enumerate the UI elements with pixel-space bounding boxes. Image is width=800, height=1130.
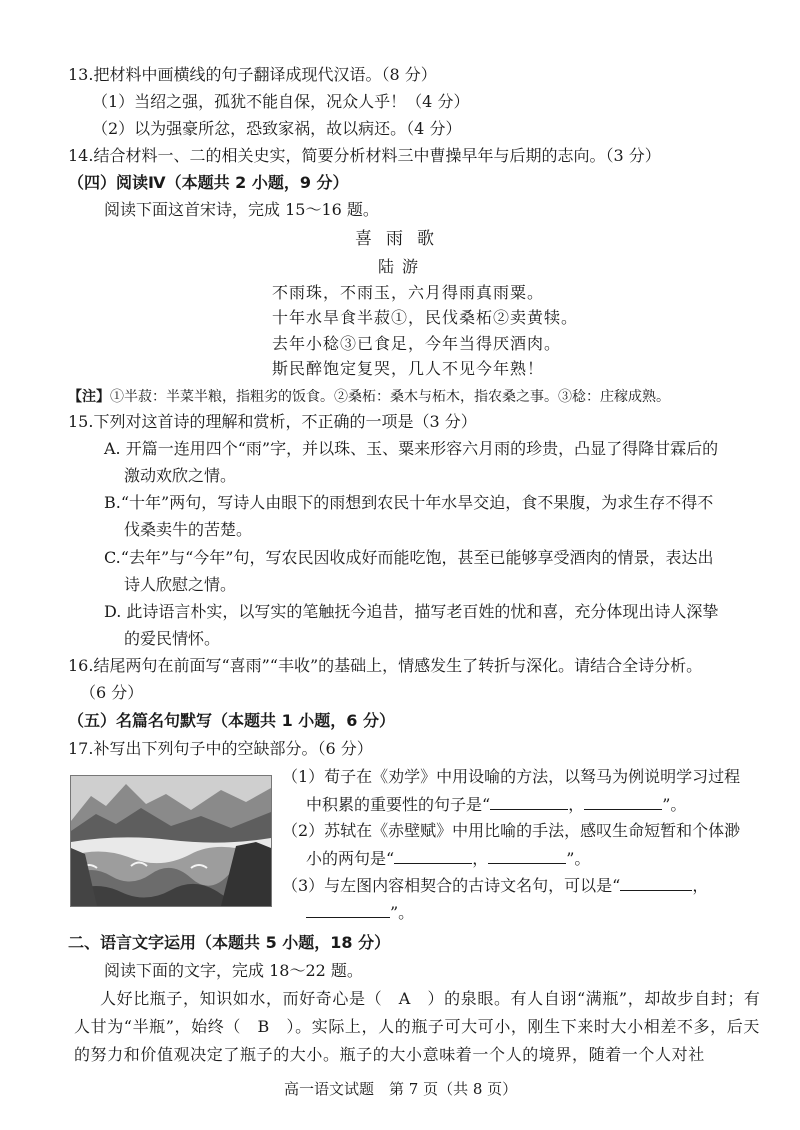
q15-option-b-line1: B.“十年”两句，写诗人由眼下的雨想到农民十年水旱交迫，食不果腹，为求生存不得不 — [104, 493, 714, 512]
q17-part2-end: ”。 — [566, 849, 591, 868]
q17-part1-prefix: 中积累的重要性的句子是“ — [306, 795, 491, 814]
q13-sentence-2: （2）以为强豪所忿，恐致家祸，故以病还。（4 分） — [92, 119, 462, 138]
q17-blank-4[interactable] — [488, 847, 566, 864]
q17-blank-3[interactable] — [394, 847, 472, 864]
q15-option-c-line2: 诗人欣慰之情。 — [124, 575, 237, 594]
q17-part3-line1 — [282, 874, 708, 897]
q17-stem: 17.补写出下列句子中的空缺部分。（6 分） — [68, 739, 373, 758]
note-tag: 【注】 — [68, 389, 110, 405]
passage-line-3: 的努力和价值观决定了瓶子的大小。瓶子的大小意味着一个人的境界，随着一个人对社 — [74, 1045, 705, 1064]
section4-heading: （四）阅读Ⅳ（本题共 2 小题，9 分） — [68, 173, 349, 192]
section5-heading: （五）名篇名句默写（本题共 1 小题，6 分） — [68, 711, 395, 730]
poem-note — [68, 386, 670, 408]
q17-part1-line1: （1）荀子在《劝学》中用设喻的方法，以驽马为例说明学习过程 — [282, 767, 741, 786]
q17-blank-6[interactable] — [306, 901, 390, 918]
passage-line-1: 人好比瓶子，知识如水，而好奇心是（ A ）的泉眼。有人自诩“满瓶”，却故步自封；有 — [100, 989, 761, 1008]
q17-blank-5[interactable] — [620, 874, 692, 891]
q17-part1-sep: ， — [568, 795, 585, 814]
q15-option-d-line2: 的爱民情怀。 — [124, 629, 221, 648]
q16-stem-line1: 16.结尾两句在前面写“喜雨”“丰收”的基础上，情感发生了转折与深化。请结合全诗分析。 — [68, 656, 703, 675]
q17-part1-end: ”。 — [662, 795, 687, 814]
q15-option-c-line1: C.“去年”与“今年”句，写农民因收成好而能吃饱，甚至已能够享受酒肉的情景，表达出 — [104, 548, 714, 567]
q16-stem-line2: （6 分） — [80, 683, 144, 702]
q17-part2-line1: （2）苏轼在《赤壁赋》中用比喻的手法，感叹生命短暂和个体渺 — [282, 821, 741, 840]
poem-author: 陆游 — [378, 257, 427, 276]
q17-part2-line2 — [306, 847, 590, 870]
q17-blank-1[interactable] — [490, 793, 568, 810]
q15-option-a-line1: A. 开篇一连用四个“雨”字，并以珠、玉、粟来形容六月雨的珍贵，凸显了得降甘霖后的 — [104, 439, 719, 458]
q17-part3-end: ”。 — [390, 903, 415, 922]
poem-line-1: 不雨珠，不雨玉，六月得雨真雨粟。 — [272, 283, 545, 302]
q15-option-a-line2: 激动欢欣之情。 — [124, 466, 237, 485]
page-footer: 高一语文试题 第 7 页（共 8 页） — [284, 1080, 518, 1098]
poem-title: 喜雨歌 — [355, 229, 448, 249]
q15-option-d-line1: D. 此诗语言朴实，以写实的笔触抚今追昔，描写老百姓的忧和喜，充分体现出诗人深挚 — [104, 602, 719, 621]
q15-stem: 15.下列对这首诗的理解和赏析，不正确的一项是（3 分） — [68, 412, 477, 431]
q17-part2-sep: ， — [472, 849, 489, 868]
note-text: ①半菽：半菜半粮，指粗劣的饭食。②桑柘：桑木与柘木，指农桑之事。③稔：庄稼成熟。 — [110, 389, 670, 405]
poem-line-2: 十年水旱食半菽①，民伐桑柘②卖黄犊。 — [272, 308, 579, 327]
section4-intro: 阅读下面这首宋诗，完成 15～16 题。 — [104, 200, 379, 219]
landscape-illustration — [70, 775, 272, 907]
q17-blank-2[interactable] — [584, 793, 662, 810]
q14-stem: 14.结合材料一、二的相关史实，简要分析材料三中曹操早年与后期的志向。（3 分） — [68, 146, 661, 165]
q13-sentence-1: （1）当绍之强，孤犹不能自保，况众人乎！（4 分） — [92, 92, 470, 111]
poem-line-3: 去年小稔③已食足，今年当得厌酒肉。 — [272, 334, 562, 353]
q17-part3-sep: ， — [692, 876, 709, 895]
q13-stem: 13.把材料中画横线的句子翻译成现代汉语。（8 分） — [68, 65, 437, 84]
poem-line-4: 斯民醉饱定复哭，几人不见今年熟！ — [272, 359, 545, 378]
river-landscape-icon — [71, 776, 271, 906]
q17-part2-prefix: 小的两句是“ — [306, 849, 395, 868]
q17-part1-line2 — [306, 793, 686, 816]
passage-line-2: 人甘为“半瓶”，始终（ B ）。实际上，人的瓶子可大可小，刚生下来时大小相差不多，后天 — [74, 1017, 760, 1036]
q15-option-b-line2: 伐桑卖牛的苦楚。 — [124, 520, 253, 539]
q17-part3-prefix: （3）与左图内容相契合的古诗文名句，可以是“ — [282, 876, 621, 895]
section2-intro: 阅读下面的文字，完成 18～22 题。 — [104, 961, 363, 980]
q17-part3-line2 — [306, 901, 414, 924]
section2-heading: 二、语言文字运用（本题共 5 小题，18 分） — [68, 933, 391, 952]
